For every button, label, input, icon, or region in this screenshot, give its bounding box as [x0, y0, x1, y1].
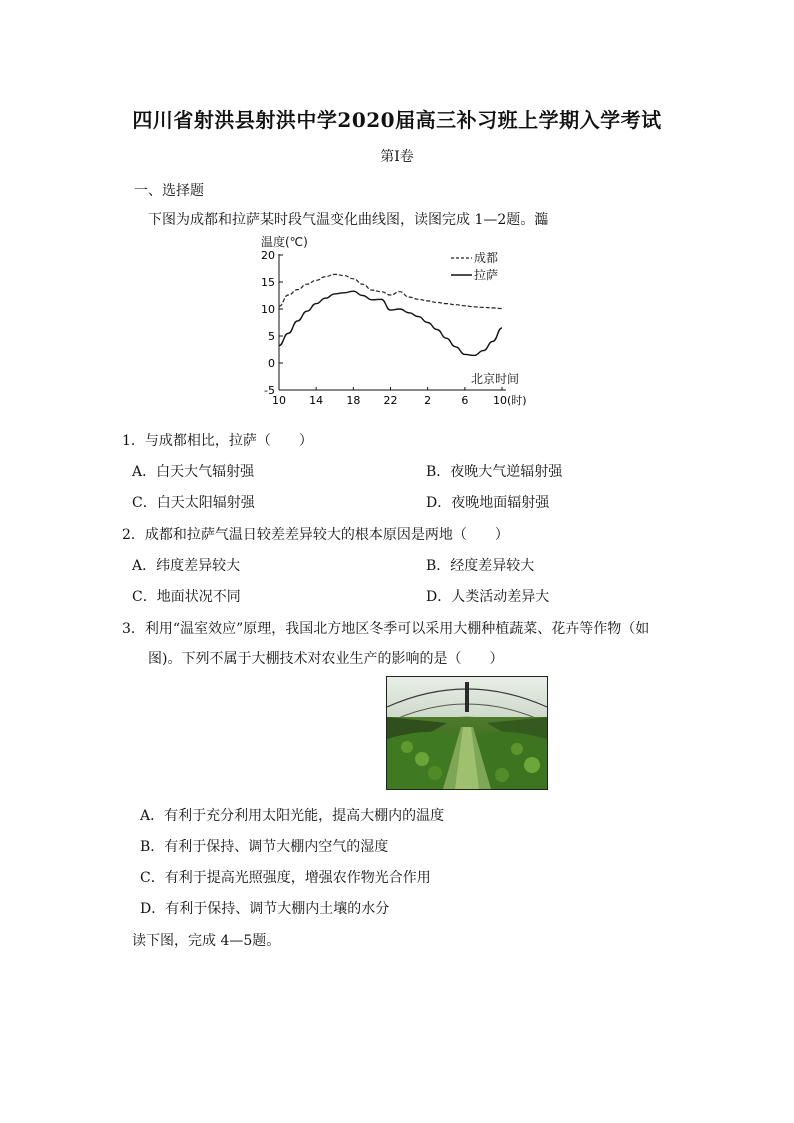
x-tick-label: 2 — [424, 394, 432, 407]
question-1-stem: 1．与成都相比，拉萨（ ） — [122, 433, 313, 449]
x-tick-label: 10(时) — [493, 394, 527, 407]
y-tick-label: 5 — [268, 330, 275, 343]
y-tick-label: 10 — [261, 303, 275, 316]
question-3-stem-line1: 3．利用“温室效应”原理，我国北方地区冬季可以采用大棚种植蔬菜、花卉等作物（如 — [122, 621, 650, 637]
x-tick-label: 14 — [309, 394, 324, 407]
legend-label-lhasa: 拉萨 — [474, 268, 499, 282]
q1-option-a: A．白天大气辐射强 — [132, 464, 255, 480]
question-2-stem: 2．成都和拉萨气温日较差差异较大的根本原因是两地（ ） — [122, 527, 509, 543]
q2-option-b: B．经度差异较大 — [426, 558, 535, 574]
series-line-lhasa — [279, 291, 502, 355]
q2-option-c: C．地面状况不同 — [132, 589, 241, 605]
q3-option-a: A．有利于充分利用太阳光能，提高大棚内的温度 — [140, 808, 445, 824]
question-3-stem-line2: 图)。下列不属于大棚技术对农业生产的影响的是（ ） — [148, 651, 504, 667]
greenhouse-photo — [386, 676, 548, 790]
volume-label: 第I卷 — [380, 149, 414, 165]
chart-intro: 下图为成都和拉萨某时段气温变化曲线图，读图完成 1—2题。瀶 — [148, 212, 549, 228]
page-title: 四川省射洪县射洪中学2020届高三补习班上学期入学考试 — [132, 108, 662, 132]
q3-option-d: D．有利于保持、调节大棚内土壤的水分 — [140, 901, 390, 917]
y-axis-label: 温度(℃) — [261, 235, 308, 249]
y-tick-label: 20 — [261, 249, 275, 262]
q1-option-b: B．夜晚大气逆辐射强 — [426, 464, 563, 480]
followup-instruction: 读下图，完成 4—5题。 — [132, 933, 281, 949]
x-axis-label: 北京时间 — [471, 372, 520, 386]
legend — [451, 250, 498, 282]
y-tick-label: 0 — [268, 357, 275, 370]
q2-option-a: A．纬度差异较大 — [132, 558, 241, 574]
y-tick-label: 15 — [261, 276, 275, 289]
legend-label-chengdu: 成都 — [474, 251, 499, 265]
section-heading: 一、选择题 — [134, 183, 204, 199]
q3-option-b: B．有利于保持、调节大棚内空气的湿度 — [140, 839, 389, 855]
x-tick-label: 6 — [461, 394, 469, 407]
q3-option-c: C．有利于提高光照强度，增强农作物光合作用 — [140, 870, 431, 886]
y-tick-label: -5 — [264, 384, 275, 397]
x-tick-label: 18 — [346, 394, 361, 407]
q2-option-d: D．人类活动差异大 — [426, 589, 550, 605]
series-line-chengdu — [279, 274, 502, 308]
x-tick-label: 22 — [383, 394, 398, 407]
q1-option-d: D．夜晚地面辐射强 — [426, 495, 550, 511]
temperature-chart — [258, 230, 528, 410]
x-tick-label: 10 — [272, 394, 286, 407]
q1-option-c: C．白天太阳辐射强 — [132, 495, 255, 511]
